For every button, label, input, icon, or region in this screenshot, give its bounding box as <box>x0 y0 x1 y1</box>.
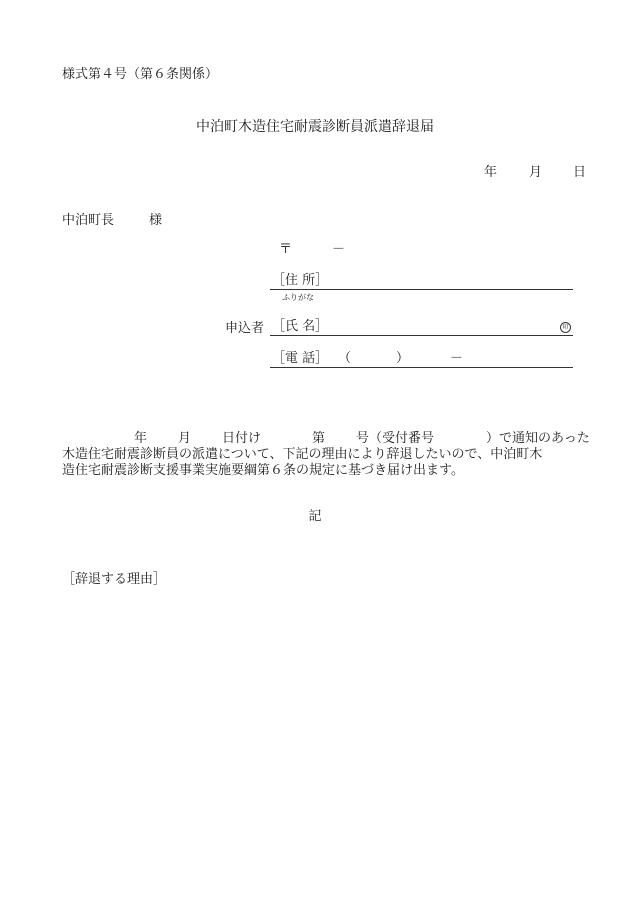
body-number-suffix: 号（受付番号 <box>356 431 435 446</box>
phone-dash: － <box>450 351 464 366</box>
body-line-3: 造住宅耐震診断支援事業実施要綱第６条の規定に基づき届け出ます。 <box>62 463 464 478</box>
phone-close-paren: ） <box>396 351 410 366</box>
ki-heading: 記 <box>308 509 322 524</box>
reason-label: ［辞退する理由］ <box>62 572 167 587</box>
furigana-label: ふりがな <box>282 293 314 302</box>
seal-icon: 印 <box>560 322 571 333</box>
address-label: ［住 所］ <box>272 273 329 288</box>
phone-field[interactable] <box>270 352 573 368</box>
date-year-label: 年 <box>484 165 498 180</box>
date-day-label: 日 <box>573 165 587 180</box>
body-number-prefix: 第 <box>312 431 326 446</box>
phone-label: ［電 話］ <box>272 351 329 366</box>
date-month-label: 月 <box>529 165 543 180</box>
body-date-suffix: 日付け <box>222 431 262 446</box>
body-line1-tail: ）で通知のあった <box>486 431 590 446</box>
body-line-2: 木造住宅耐震診断員の派遣について、下記の理由により辞退したいので、中泊町木 <box>62 447 543 462</box>
notification-paragraph <box>62 431 608 479</box>
postal-mark: 〒 <box>279 242 293 257</box>
name-field[interactable] <box>270 320 573 336</box>
applicant-label: 申込者 <box>225 321 265 336</box>
addressee-town: 中泊町長 <box>62 213 115 228</box>
address-field[interactable] <box>270 274 573 290</box>
page-title: 中泊町木造住宅耐震診断員派遣辞退届 <box>196 119 434 135</box>
addressee-honorific: 様 <box>149 213 163 228</box>
body-month-label: 月 <box>178 431 192 446</box>
name-label: ［氏 名］ <box>272 319 329 334</box>
postal-dash: － <box>332 242 346 257</box>
body-year-label: 年 <box>134 431 148 446</box>
phone-open-paren: （ <box>338 351 352 366</box>
form-reference: 様式第４号（第６条関係） <box>62 67 219 82</box>
